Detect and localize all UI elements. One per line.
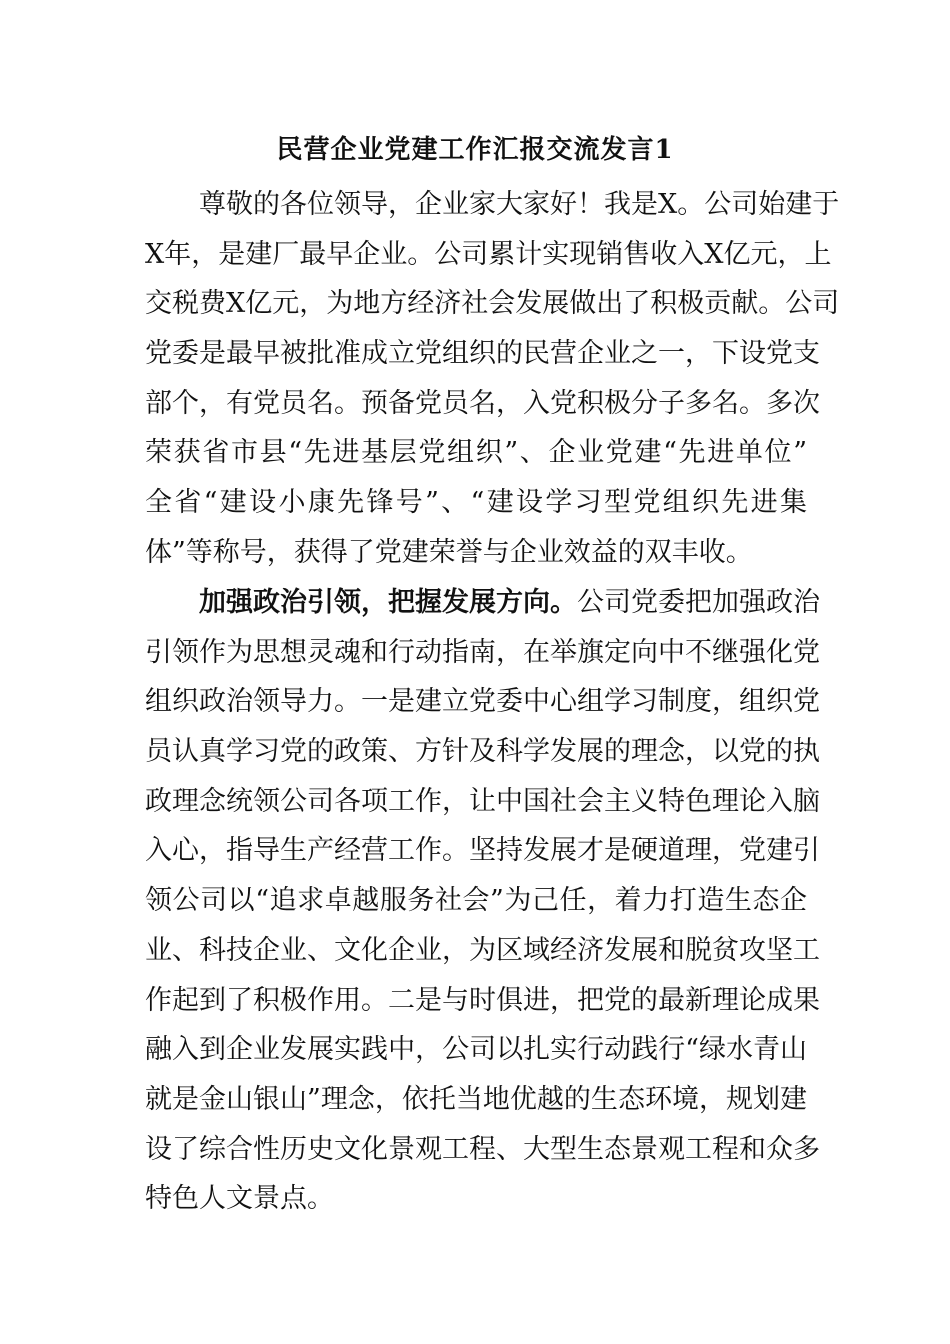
paragraph-line: 就是金山银山”理念，依托当地优越的生态环境，规划建 [145, 1083, 807, 1115]
paragraph-line: 荣获省市县“先进基层党组织”、企业党建“先进单位” [145, 437, 807, 469]
paragraph-political-guidance [145, 578, 820, 1224]
paragraph-line: 交税费X亿元，为地方经济社会发展做出了积极贡献。公司 [145, 288, 840, 320]
paragraph-line: 员认真学习党的政策、方针及科学发展的理念，以党的执 [145, 736, 820, 768]
paragraph-line: 设了综合性历史文化景观工程、大型生态景观工程和众多 [145, 1133, 820, 1165]
document-title: 民营企业党建工作汇报交流发言1 [276, 135, 674, 165]
paragraph-line: 领公司以“追求卓越服务社会”为己任，着力打造生态企 [145, 885, 807, 917]
paragraph-line: 体”等称号，获得了党建荣誉与企业效益的双丰收。 [145, 536, 753, 568]
paragraph-line: 政理念统领公司各项工作，让中国社会主义特色理论入脑 [145, 785, 820, 817]
paragraph-line: 特色人文景点。 [145, 1183, 334, 1215]
paragraph-intro [145, 180, 840, 578]
paragraph-line: 入心，指导生产经营工作。坚持发展才是硬道理，党建引 [145, 835, 820, 867]
paragraph-line: 融入到企业发展实践中，公司以扎实行动践行“绿水青山 [145, 1034, 807, 1066]
paragraph-line: X年，是建厂最早企业。公司累计实现销售收入X亿元，上 [145, 238, 832, 270]
paragraph-line-rest: 公司党委把加强政治 [577, 587, 820, 618]
paragraph-line: 尊敬的各位领导，企业家大家好！我是X。公司始建于 [199, 189, 840, 220]
paragraph-line: 作起到了积极作用。二是与时俱进，把党的最新理论成果 [145, 984, 820, 1016]
paragraph-line: 引领作为思想灵魂和行动指南，在举旗定向中不继强化党 [145, 636, 820, 668]
paragraph-line: 全省“建设小康先锋号”、“建设学习型党组织先进集 [145, 487, 807, 519]
section-heading: 加强政治引领，把握发展方向。 [199, 587, 577, 618]
paragraph-line: 部个，有党员名。预备党员名，入党积极分子多名。多次 [145, 387, 820, 419]
paragraph-first-line [145, 578, 820, 628]
paragraph-line: 业、科技企业、文化企业，为区域经济发展和脱贫攻坚工 [145, 934, 820, 966]
paragraph-line: 组织政治领导力。一是建立党委中心组学习制度，组织党 [145, 686, 820, 718]
paragraph-line: 党委是最早被批准成立党组织的民营企业之一，下设党支 [145, 338, 820, 370]
